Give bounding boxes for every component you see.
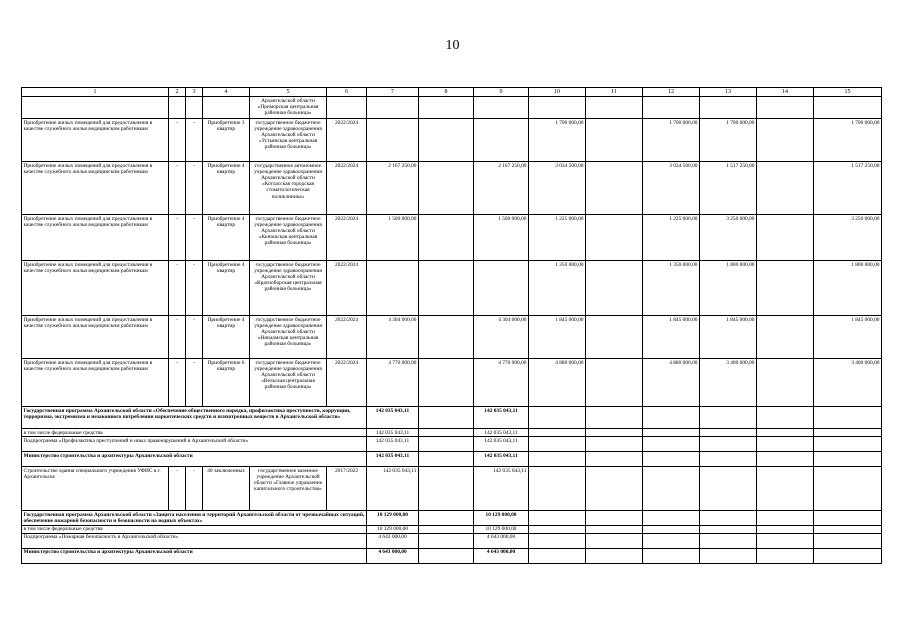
col13-cell: 1 800 000,00 [700, 261, 757, 316]
section-row-min2 [22, 548, 882, 563]
period-cell: 2022/2024 [327, 316, 367, 359]
col7-cell: 142 035 043,11 [367, 429, 419, 437]
col14-cell [757, 162, 814, 215]
col14-cell [757, 548, 814, 563]
col7-cell: 4 643 000,00 [367, 533, 419, 548]
col13-cell [700, 533, 757, 548]
col15-cell [814, 407, 882, 429]
section-row-sub2 [22, 533, 882, 548]
col9-cell: 142 035 043,11 [474, 429, 529, 437]
col9-cell: 2 167 250,00 [474, 162, 529, 215]
col12-cell [643, 437, 700, 452]
col12-cell: 4 880 000,00 [643, 359, 700, 407]
table-row [22, 261, 882, 316]
col13-cell: 1 700 000,00 [700, 119, 757, 162]
col12-cell [643, 452, 700, 467]
col8-cell [419, 525, 474, 533]
col7-cell [367, 97, 419, 119]
column-header-13: 13 [700, 88, 757, 97]
col12-cell: 3 034 500,00 [643, 162, 700, 215]
organization-cell: государственное бюджетное учреждение здравоохранения Архангельской области «Коношская центральная районная больница» [250, 215, 327, 261]
column-header-5: 5 [250, 88, 327, 97]
col15-cell [814, 429, 882, 437]
col8-cell [419, 97, 474, 119]
section-title-cell: Подпрограмма «Пожарная безопасность в Архангельской области» [22, 533, 367, 548]
table-row-ufsin [22, 467, 882, 511]
col7-cell: 10 129 000,00 [367, 511, 419, 525]
col15-cell: 3 250 000,00 [814, 215, 882, 261]
col12-cell: 1 225 000,00 [643, 215, 700, 261]
col14-cell [757, 452, 814, 467]
col10-cell [529, 452, 586, 467]
col8-cell [419, 511, 474, 525]
col13-cell [700, 452, 757, 467]
column-header-10: 10 [529, 88, 586, 97]
col11-cell [586, 467, 643, 511]
col14-cell [757, 407, 814, 429]
col13-cell: 3 400 000,00 [700, 359, 757, 407]
col15-cell [814, 548, 882, 563]
project-name-cell: Приобретение жилых помещений для предоставления в качестве служебного жилья медицинским работникам [22, 215, 169, 261]
col9-cell: 1 500 000,00 [474, 215, 529, 261]
col7-cell: 4 304 000,00 [367, 316, 419, 359]
col15-cell: 1 517 250,00 [814, 162, 882, 215]
col3-cell: - [186, 215, 203, 261]
col10-cell [529, 407, 586, 429]
col3-cell: - [186, 316, 203, 359]
col11-cell [586, 452, 643, 467]
col2-cell [169, 97, 186, 119]
col8-cell [419, 162, 474, 215]
table-row [22, 119, 882, 162]
column-header-11: 11 [586, 88, 643, 97]
col15-cell [814, 452, 882, 467]
col7-cell: 2 167 250,00 [367, 162, 419, 215]
col7-cell: 142 035 043,11 [367, 452, 419, 467]
col12-cell: 1 845 000,00 [643, 316, 700, 359]
col7-cell: 4 643 000,00 [367, 548, 419, 563]
section-title-cell: Министерство строительства и архитектуры Архангельской области [22, 548, 367, 563]
col13-cell [700, 407, 757, 429]
col9-cell: 10 129 000,00 [474, 511, 529, 525]
col8-cell [419, 215, 474, 261]
col13-cell [700, 548, 757, 563]
col8-cell [419, 119, 474, 162]
section-title-cell: Подпрограмма «Профилактика преступлений и иных правонарушений в Архангельской области» [22, 437, 367, 452]
section-row-min1 [22, 452, 882, 467]
col9-cell [474, 119, 529, 162]
col15-cell [814, 467, 882, 511]
col10-cell [529, 525, 586, 533]
col9-cell: 4 304 000,00 [474, 316, 529, 359]
column-header-7: 7 [367, 88, 419, 97]
col10-cell: 1 700 000,00 [529, 119, 586, 162]
col7-cell: 142 035 043,11 [367, 407, 419, 429]
column-header-2: 2 [169, 88, 186, 97]
section-row-fed1 [22, 429, 882, 437]
col9-cell: 142 035 043,11 [474, 467, 529, 511]
section-title-cell: в том числе федеральные средства [22, 525, 367, 533]
col14-cell [757, 429, 814, 437]
col3-cell: - [186, 119, 203, 162]
col8-cell [419, 467, 474, 511]
col7-cell: 142 035 043,11 [367, 467, 419, 511]
col13-cell: 1 517 250,00 [700, 162, 757, 215]
col2-cell: - [169, 119, 186, 162]
table-row [22, 215, 882, 261]
col12-cell [643, 407, 700, 429]
col11-cell [586, 533, 643, 548]
col2-cell: - [169, 359, 186, 407]
col9-cell: 4 643 000,00 [474, 548, 529, 563]
column-header-9: 9 [474, 88, 529, 97]
period-cell: 2022/2024 [327, 215, 367, 261]
col8-cell [419, 261, 474, 316]
col10-cell [529, 437, 586, 452]
period-cell: 2022/2024 [327, 162, 367, 215]
capacity-cell: Приобретение 3 квартир [203, 119, 250, 162]
col14-cell [757, 359, 814, 407]
period-cell: 2022/2024 [327, 359, 367, 407]
col10-cell: 4 880 000,00 [529, 359, 586, 407]
project-name-cell: Приобретение жилых помещений для предоставления в качестве служебного жилья медицинским работникам [22, 316, 169, 359]
table-row [22, 97, 882, 119]
col3-cell: - [186, 261, 203, 316]
col11-cell [586, 162, 643, 215]
column-header-4: 4 [203, 88, 250, 97]
col14-cell [757, 215, 814, 261]
col15-cell: 1 800 000,00 [814, 261, 882, 316]
project-name-cell [22, 97, 169, 119]
col2-cell: - [169, 215, 186, 261]
page-number: 10 [445, 38, 460, 53]
col15-cell [814, 525, 882, 533]
capacity-cell: Приобретение 6 квартир [203, 359, 250, 407]
col13-cell [700, 525, 757, 533]
col11-cell [586, 525, 643, 533]
col12-cell [643, 97, 700, 119]
project-name-cell: Приобретение жилых помещений для предоставления в качестве служебного жилья медицинским работникам [22, 162, 169, 215]
col8-cell [419, 548, 474, 563]
col2-cell: - [169, 261, 186, 316]
col10-cell [529, 548, 586, 563]
capacity-cell: Приобретение 4 квартир [203, 215, 250, 261]
col3-cell: - [186, 162, 203, 215]
col7-cell [367, 261, 419, 316]
col11-cell [586, 97, 643, 119]
col3-cell: - [186, 359, 203, 407]
organization-cell: государственное казенное учреждение Архангельской области «Главное управление капитального строительства» [250, 467, 327, 511]
column-header-6: 6 [327, 88, 367, 97]
col11-cell [586, 437, 643, 452]
col7-cell: 10 129 000,00 [367, 525, 419, 533]
col8-cell [419, 437, 474, 452]
col8-cell [419, 452, 474, 467]
col9-cell: 4 770 000,00 [474, 359, 529, 407]
col15-cell [814, 511, 882, 525]
col8-cell [419, 533, 474, 548]
col9-cell [474, 97, 529, 119]
column-header-3: 3 [186, 88, 203, 97]
col11-cell [586, 119, 643, 162]
section-title-cell: в том числе федеральные средства [22, 429, 367, 437]
col9-cell: 142 035 043,11 [474, 452, 529, 467]
col15-cell: 1 845 000,00 [814, 316, 882, 359]
section-title-cell: Государственная программа Архангельской области «Защита населения и территорий Архангельской области от чрезвычайных ситуаций, обеспечение пожарной безопасности и безопасности на водных объектах» [22, 511, 367, 525]
table-body [22, 88, 882, 564]
capacity-cell: Приобретение 4 квартир [203, 261, 250, 316]
organization-cell: Архангельской области «Приморская центральная районная больница» [250, 97, 327, 119]
col14-cell [757, 119, 814, 162]
col9-cell: 10 129 000,00 [474, 525, 529, 533]
col2-cell: - [169, 162, 186, 215]
col11-cell [586, 316, 643, 359]
col12-cell [643, 467, 700, 511]
col10-cell [529, 429, 586, 437]
col12-cell [643, 525, 700, 533]
col8-cell [419, 407, 474, 429]
project-name-cell: Строительство здания специального учреждения УФИС в г. Архангельске [22, 467, 169, 511]
column-header-8: 8 [419, 88, 474, 97]
organization-cell: государственное бюджетное учреждение здравоохранения Архангельской области «Устьянская центральная районная больница» [250, 119, 327, 162]
col14-cell [757, 97, 814, 119]
col15-cell: 3 400 000,00 [814, 359, 882, 407]
col7-cell: 1 500 000,00 [367, 215, 419, 261]
col15-cell [814, 533, 882, 548]
period-cell [327, 97, 367, 119]
column-header-12: 12 [643, 88, 700, 97]
col8-cell [419, 429, 474, 437]
project-name-cell: Приобретение жилых помещений для предоставления в качестве служебного жилья медицинским работникам [22, 261, 169, 316]
col2-cell: - [169, 467, 186, 511]
header-row [22, 88, 882, 97]
organization-cell: государственное автономное учреждение здравоохранения Архангельской области «Котласская городская стоматологическая поликлиника» [250, 162, 327, 215]
col11-cell [586, 407, 643, 429]
col15-cell [814, 97, 882, 119]
col13-cell: 1 845 000,00 [700, 316, 757, 359]
col10-cell: 1 225 000,00 [529, 215, 586, 261]
col14-cell [757, 261, 814, 316]
col12-cell [643, 429, 700, 437]
table-row [22, 162, 882, 215]
col10-cell: 3 034 500,00 [529, 162, 586, 215]
capacity-cell [203, 97, 250, 119]
section-title-cell: Министерство строительства и архитектуры Архангельской области [22, 452, 367, 467]
col14-cell [757, 533, 814, 548]
col11-cell [586, 548, 643, 563]
col12-cell [643, 548, 700, 563]
col11-cell [586, 261, 643, 316]
col11-cell [586, 215, 643, 261]
section-title-cell: Государственная программа Архангельской области «Обеспечение общественного порядка, профилактика преступности, коррупции, терроризма, экстремизма и незаконного потребления наркотических средств и психотропных веществ в Архангельской области» [22, 407, 367, 429]
project-name-cell: Приобретение жилых помещений для предоставления в качестве служебного жилья медицинским работникам [22, 119, 169, 162]
col8-cell [419, 316, 474, 359]
period-cell: 2017/2022 [327, 467, 367, 511]
col13-cell [700, 437, 757, 452]
col14-cell [757, 437, 814, 452]
organization-cell: государственное бюджетное учреждение здравоохранения Архангельской области «Красноборская центральная районная больница» [250, 261, 327, 316]
col14-cell [757, 316, 814, 359]
col12-cell [643, 511, 700, 525]
col7-cell [367, 119, 419, 162]
column-header-1: 1 [22, 88, 169, 97]
col7-cell: 142 035 043,11 [367, 437, 419, 452]
section-row-sub1 [22, 437, 882, 452]
col10-cell [529, 511, 586, 525]
col9-cell: 142 035 043,11 [474, 407, 529, 429]
col10-cell: 1 845 000,00 [529, 316, 586, 359]
col3-cell: - [186, 467, 203, 511]
col13-cell [700, 97, 757, 119]
column-header-14: 14 [757, 88, 814, 97]
col13-cell [700, 511, 757, 525]
col11-cell [586, 429, 643, 437]
col10-cell [529, 533, 586, 548]
col10-cell [529, 97, 586, 119]
col10-cell [529, 467, 586, 511]
col3-cell [186, 97, 203, 119]
period-cell: 2022/2024 [327, 119, 367, 162]
col13-cell [700, 429, 757, 437]
col9-cell [474, 261, 529, 316]
section-row-gp2 [22, 511, 882, 525]
organization-cell: государственное бюджетное учреждение здравоохранения Архангельской области «Няндомская центральная районная больница» [250, 316, 327, 359]
col12-cell: 1 350 000,00 [643, 261, 700, 316]
capacity-cell: 40 заключенных [203, 467, 250, 511]
col12-cell [643, 533, 700, 548]
section-row-gp1 [22, 407, 882, 429]
col14-cell [757, 467, 814, 511]
col2-cell: - [169, 316, 186, 359]
budget-table [21, 87, 882, 564]
col13-cell: 3 250 000,00 [700, 215, 757, 261]
col9-cell: 142 035 043,11 [474, 437, 529, 452]
col14-cell [757, 525, 814, 533]
col9-cell: 4 643 000,00 [474, 533, 529, 548]
col15-cell: 1 700 000,00 [814, 119, 882, 162]
organization-cell: государственное бюджетное учреждение здравоохранения Архангельской области «Вельская центральная районная больница» [250, 359, 327, 407]
table-row [22, 316, 882, 359]
col13-cell [700, 467, 757, 511]
col15-cell [814, 437, 882, 452]
capacity-cell: Приобретение 4 квартир [203, 162, 250, 215]
col12-cell: 1 700 000,00 [643, 119, 700, 162]
column-header-15: 15 [814, 88, 882, 97]
section-row-fed2 [22, 525, 882, 533]
col11-cell [586, 359, 643, 407]
table-row [22, 359, 882, 407]
capacity-cell: Приобретение 4 квартир [203, 316, 250, 359]
col7-cell: 4 770 000,00 [367, 359, 419, 407]
period-cell: 2022/2024 [327, 261, 367, 316]
project-name-cell: Приобретение жилых помещений для предоставления в качестве служебного жилья медицинским работникам [22, 359, 169, 407]
col14-cell [757, 511, 814, 525]
col11-cell [586, 511, 643, 525]
col10-cell: 1 350 000,00 [529, 261, 586, 316]
col8-cell [419, 359, 474, 407]
